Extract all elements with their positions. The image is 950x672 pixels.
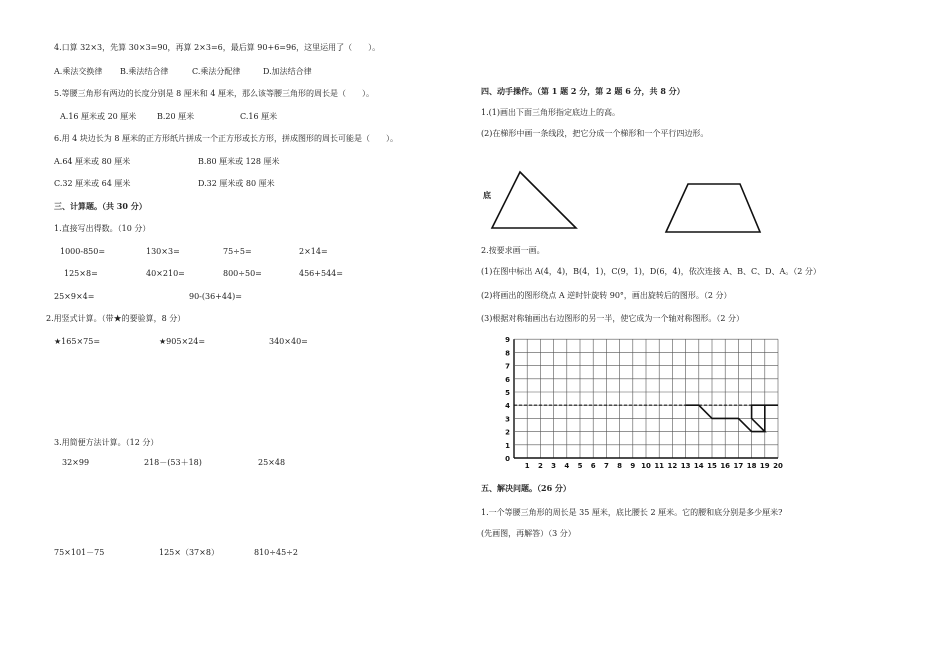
section-5-title: 五、解决问题。（26 分）: [481, 483, 571, 493]
section-4-q2-1: (1)在图中标出 A(4，4)，B(4，1)，C(9，1)，D(6，4)，依次连接 A、B、C、D、A。（2 分）: [481, 267, 821, 276]
y-tick-label: 6: [505, 375, 510, 384]
section-5-q1-note: (先画图，再解答）（3 分）: [481, 529, 576, 538]
x-tick-label: 10: [641, 462, 651, 470]
section-4-q2: 2.按要求画一画。: [481, 246, 545, 255]
x-tick-label: 7: [603, 462, 609, 470]
calc-item: 25×9×4=: [54, 292, 95, 301]
x-tick-label: 19: [759, 462, 770, 470]
y-tick-label: 4: [505, 402, 510, 411]
question-5: 5.等腰三角形有两边的长度分别是 8 厘米和 4 厘米，那么该等腰三角形的周长是（ ）。: [54, 89, 374, 98]
q5-option-b: B.20 厘米: [157, 112, 195, 121]
y-tick-label: 9: [505, 336, 510, 345]
section-4-q1-1: 1.(1)画出下面三角形指定底边上的高。: [481, 108, 620, 117]
calc-item: 800÷50=: [223, 269, 262, 278]
section-4-q2-3: (3)根据对称轴画出右边图形的另一半，使它成为一个轴对称图形。（2 分）: [481, 314, 744, 323]
section-4-q2-2: (2)将画出的图形绕点 A 逆时针旋转 90°，画出旋转后的图形。（2 分）: [481, 291, 732, 300]
x-tick-label: 11: [654, 462, 665, 470]
x-tick-label: 16: [720, 462, 731, 470]
question-6: 6.用 4 块边长为 8 厘米的正方形纸片拼成一个正方形或长方形，拼成图形的周长可能是（ ）。: [54, 134, 398, 143]
vertical-calc-item: ★165×75=: [54, 337, 101, 346]
x-tick-label: 13: [680, 462, 691, 470]
x-tick-label: 17: [733, 462, 744, 470]
q6-option-d: D.32 厘米或 80 厘米: [198, 179, 275, 188]
q6-option-b: B.80 厘米或 128 厘米: [198, 157, 280, 166]
q4-option-c: C.乘法分配律: [192, 67, 241, 76]
x-tick-label: 12: [667, 462, 678, 470]
section-3-q1: 1.直接写出得数。（10 分）: [54, 224, 151, 233]
y-tick-label: 8: [505, 349, 510, 358]
simplify-item: 75×101－75: [54, 548, 105, 557]
y-tick-label: 0: [505, 455, 510, 463]
trapezoid-shape: [666, 184, 760, 232]
y-tick-label: 7: [505, 362, 510, 371]
calc-item: 40×210=: [146, 269, 185, 278]
q4-option-a: A.乘法交换律: [54, 67, 103, 76]
x-tick-label: 1: [524, 462, 530, 470]
x-tick-label: 3: [551, 462, 557, 470]
q4-option-b: B.乘法结合律: [120, 67, 169, 76]
calc-item: 456+544=: [299, 269, 343, 278]
x-tick-label: 6: [590, 462, 596, 470]
triangle-shape: [492, 172, 576, 228]
simplify-item: 218－(53＋18): [144, 458, 202, 467]
simplify-item: 32×99: [62, 458, 90, 467]
section-4-title: 四、动手操作。（第 1 题 2 分，第 2 题 6 分，共 8 分）: [481, 86, 685, 96]
question-4: 4.口算 32×3，先算 30×3=90，再算 2×3=6，最后算 90+6=96，这里运用了（ ）。: [54, 43, 381, 52]
y-tick-label: 3: [505, 415, 510, 424]
vertical-calc-item: 340×40=: [269, 337, 308, 346]
q5-option-a: A.16 厘米或 20 厘米: [60, 112, 137, 121]
trapezoid-figure: [660, 178, 770, 238]
section-5-q1: 1.一个等腰三角形的周长是 35 厘米，底比腰长 2 厘米。它的腰和底分别是多少厘米?: [481, 508, 783, 517]
x-tick-label: 5: [577, 462, 583, 470]
q4-option-d: D.加法结合律: [263, 67, 312, 76]
q5-option-c: C.16 厘米: [240, 112, 278, 121]
simplify-item: 810÷45÷2: [254, 548, 298, 557]
section-3-q2: 2.用竖式计算。（带★的要验算，8 分）: [46, 314, 186, 323]
simplify-item: 125×（37×8）: [159, 548, 219, 557]
section-3-title: 三、计算题。（共 30 分）: [54, 201, 147, 211]
section-3-q3: 3.用简便方法计算。（12 分）: [54, 438, 159, 447]
coordinate-grid: [500, 332, 800, 472]
calc-item: 75÷5=: [223, 247, 252, 256]
q6-option-c: C.32 厘米或 64 厘米: [54, 179, 131, 188]
calc-item: 2×14=: [299, 247, 328, 256]
calc-item: 125×8=: [64, 269, 98, 278]
x-tick-label: 8: [617, 462, 623, 470]
q6-option-a: A.64 厘米或 80 厘米: [54, 157, 131, 166]
vertical-calc-item: ★905×24=: [159, 337, 206, 346]
calc-item: 90-(36+44)=: [189, 292, 242, 301]
simplify-item: 25×48: [258, 458, 286, 467]
x-tick-label: 2: [537, 462, 543, 470]
x-tick-label: 18: [746, 462, 757, 470]
calc-item: 130×3=: [146, 247, 180, 256]
base-label: 底: [483, 190, 491, 200]
y-tick-label: 1: [505, 441, 510, 450]
x-tick-label: 9: [630, 462, 636, 470]
triangle-figure: [490, 168, 600, 238]
x-tick-label: 15: [707, 462, 717, 470]
y-tick-label: 2: [505, 428, 510, 437]
x-tick-label: 4: [564, 462, 570, 470]
section-4-q1-2: (2)在梯形中画一条线段，把它分成一个梯形和一个平行四边形。: [481, 129, 709, 138]
x-tick-label: 14: [693, 462, 704, 470]
y-tick-label: 5: [505, 389, 510, 397]
x-tick-label: 20: [773, 462, 783, 470]
calc-item: 1000-850=: [60, 247, 106, 256]
